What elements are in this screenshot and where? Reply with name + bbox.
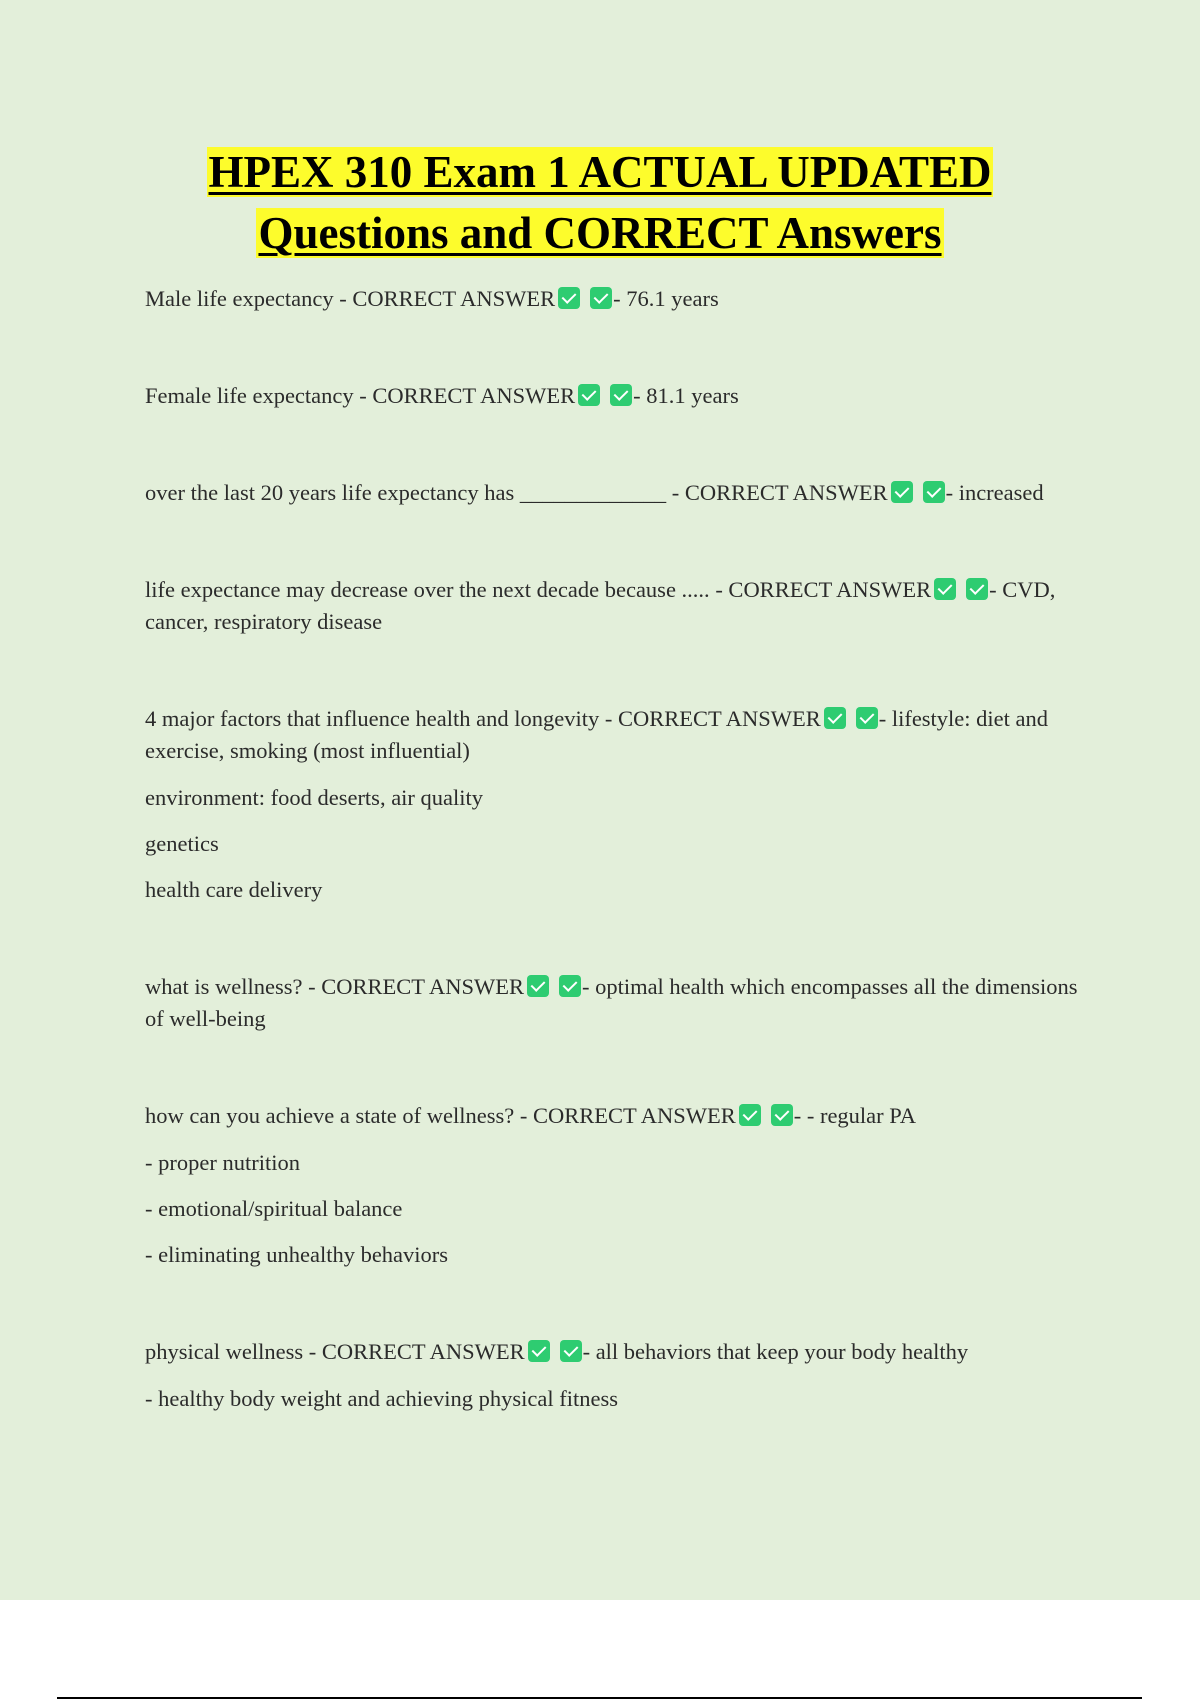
check-box-icon bbox=[824, 707, 846, 729]
qa-item bbox=[145, 283, 1085, 315]
answer-text: - optimal health which encompasses all the dimensions of well-being bbox=[145, 974, 1078, 1031]
qa-item bbox=[145, 574, 1085, 638]
answer-text: - 81.1 years bbox=[633, 383, 739, 408]
answer-text: - CVD, cancer, respiratory disease bbox=[145, 577, 1056, 634]
title-line-1: HPEX 310 Exam 1 ACTUAL UPDATED bbox=[208, 147, 992, 197]
check-box-icon bbox=[578, 384, 600, 406]
correct-answer-label: - CORRECT ANSWER bbox=[359, 383, 576, 408]
qa-line bbox=[145, 1100, 1085, 1132]
check-box-icon bbox=[966, 578, 988, 600]
answer-text: - lifestyle: diet and exercise, smoking (most influential) bbox=[145, 706, 1049, 763]
qa-line bbox=[145, 477, 1085, 509]
question-text: over the last 20 years life expectancy has _____________ bbox=[145, 480, 667, 505]
document-title bbox=[0, 142, 1200, 264]
check-box-icon bbox=[560, 1340, 582, 1362]
answer-detail-line: - proper nutrition bbox=[145, 1150, 300, 1175]
answer-text: - all behaviors that keep your body healthy bbox=[582, 1339, 969, 1364]
correct-answer-label: - CORRECT ANSWER bbox=[308, 1339, 525, 1364]
answer-detail-line: health care delivery bbox=[145, 877, 323, 902]
check-box-icon bbox=[891, 481, 913, 503]
qa-item bbox=[145, 477, 1085, 509]
check-box-icon bbox=[610, 384, 632, 406]
qa-line bbox=[145, 380, 1085, 412]
check-box-icon bbox=[934, 578, 956, 600]
correct-answer-label: - CORRECT ANSWER bbox=[671, 480, 888, 505]
check-box-icon bbox=[528, 1340, 550, 1362]
qa-line bbox=[145, 971, 1085, 1035]
title-line-2: Questions and CORRECT Answers bbox=[258, 208, 942, 258]
qa-line bbox=[145, 703, 1085, 767]
footer-divider bbox=[57, 1697, 1142, 1699]
check-box-icon bbox=[527, 975, 549, 997]
correct-answer-label: - CORRECT ANSWER bbox=[308, 974, 524, 999]
qa-line bbox=[145, 1336, 1085, 1368]
question-text: 4 major factors that influence health and longevity bbox=[145, 706, 600, 731]
qa-list bbox=[145, 283, 1085, 1415]
correct-answer-label: - CORRECT ANSWER bbox=[604, 706, 821, 731]
check-box-icon bbox=[590, 287, 612, 309]
question-text: Female life expectancy bbox=[145, 383, 354, 408]
check-box-icon bbox=[771, 1104, 793, 1126]
qa-item bbox=[145, 380, 1085, 412]
answer-detail-line: - healthy body weight and achieving physical fitness bbox=[145, 1386, 619, 1411]
answer-detail-line: genetics bbox=[145, 831, 219, 856]
qa-line bbox=[145, 574, 1085, 638]
question-text: physical wellness bbox=[145, 1339, 304, 1364]
qa-item bbox=[145, 703, 1085, 906]
answer-text: - increased bbox=[945, 480, 1044, 505]
answer-detail-line: - eliminating unhealthy behaviors bbox=[145, 1242, 449, 1267]
question-text: what is wellness? bbox=[145, 974, 303, 999]
question-text: how can you achieve a state of wellness? bbox=[145, 1103, 515, 1128]
correct-answer-label: - CORRECT ANSWER bbox=[519, 1103, 736, 1128]
answer-detail-line: - emotional/spiritual balance bbox=[145, 1196, 403, 1221]
correct-answer-label: - CORRECT ANSWER bbox=[339, 286, 556, 311]
check-box-icon bbox=[739, 1104, 761, 1126]
qa-item bbox=[145, 1100, 1085, 1271]
qa-line bbox=[145, 283, 1085, 315]
answer-text: - 76.1 years bbox=[613, 286, 719, 311]
check-box-icon bbox=[559, 975, 581, 997]
question-text: life expectance may decrease over the next decade because ..... bbox=[145, 577, 710, 602]
answer-detail-line: environment: food deserts, air quality bbox=[145, 785, 484, 810]
qa-item bbox=[145, 1336, 1085, 1415]
answer-text: - - regular PA bbox=[793, 1103, 916, 1128]
check-box-icon bbox=[856, 707, 878, 729]
correct-answer-label: - CORRECT ANSWER bbox=[715, 577, 932, 602]
check-box-icon bbox=[558, 287, 580, 309]
question-text: Male life expectancy bbox=[145, 286, 334, 311]
qa-item bbox=[145, 971, 1085, 1035]
check-box-icon bbox=[923, 481, 945, 503]
